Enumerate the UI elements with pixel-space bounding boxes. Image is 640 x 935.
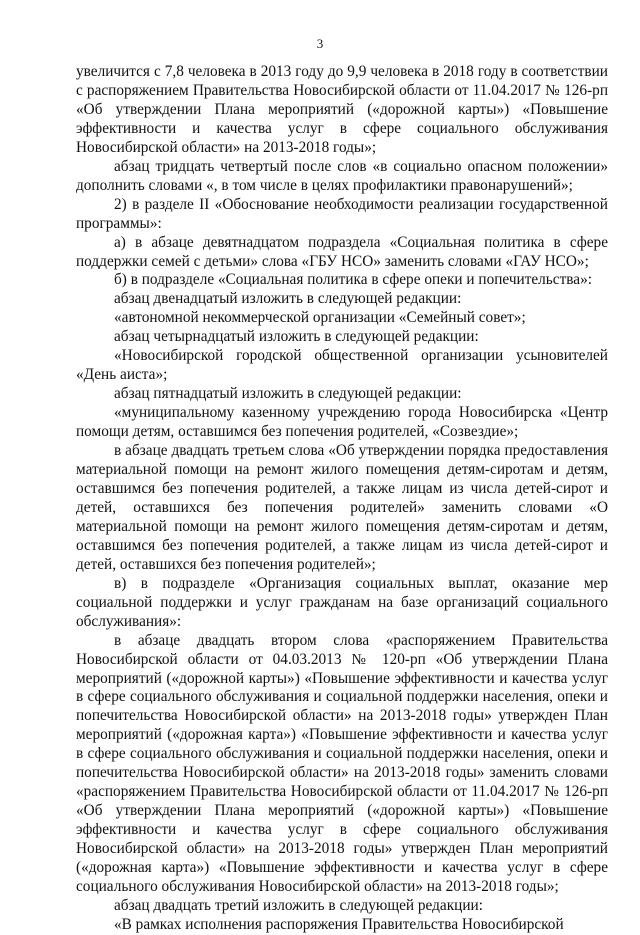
- paragraph: абзац пятнадцатый изложить в следующей редакции:: [114, 385, 462, 403]
- paragraph: б) в подразделе «Социальная политика в сфере опеки и попечительства»:: [114, 271, 592, 289]
- paragraph: в) в подразделе «Организация социальных выплат, оказание мер социальной поддержки и услуг гражданам на базе организаций социального обслуживания»:: [76, 574, 608, 630]
- paragraph: а) в абзаце девятнадцатом подраздела «Социальная политика в сфере поддержки семей с детьми» слова «ГБУ НСО» заменить словами «ГАУ НСО»;: [76, 233, 608, 270]
- paragraph: в абзаце двадцать третьем слова «Об утверждении порядка предоставления материальной помощи на ремонт жилого помещения детям-сиротам и детям, оставшимся без попечения родителей, а также лицам из числа детей-сирот и детей, оставшихся без попечения родителей» заменить словами «О материальной помощи на ремонт жилого помещения детям-сиротам и детям, оставшимся без попечения родителей, а также лицам из числа детей-сирот и детей, оставшихся без попечения родителей»;: [76, 442, 608, 573]
- paragraph: «Новосибирской городской общественной организации усыновителей «День аиста»;: [76, 347, 608, 384]
- paragraph: абзац двадцать третий изложить в следующей редакции:: [114, 896, 483, 914]
- paragraph: абзац двенадцатый изложить в следующей редакции:: [114, 290, 462, 308]
- document-body: [76, 63, 608, 935]
- paragraph: «муниципальному казенному учреждению города Новосибирска «Центр помощи детям, оставшимся без попечения родителей, «Созвездие»;: [76, 404, 608, 441]
- paragraph: 2) в разделе II «Обоснование необходимости реализации государственной программы»:: [76, 195, 608, 232]
- paragraph: «автономной некоммерческой организации «Семейный совет»;: [114, 309, 526, 327]
- paragraph: абзац тридцать четвертый после слов «в социально опасном положении» дополнить словами «, в том числе в целях профилактики правонарушений»;: [76, 157, 608, 194]
- paragraph: увеличится с 7,8 человека в 2013 году до 9,9 человека в 2018 году в соответствии с распоряжением Правительства Новосибирской области от 11.04.2017 № 126-рп «Об утверждении Плана мероприятий («дорожной карты») «Повышение эффективности и качества услуг в сфере социального обслуживания Новосибирской области» на 2013-2018 годы»;: [76, 63, 608, 156]
- paragraph: абзац четырнадцатый изложить в следующей редакции:: [114, 328, 479, 346]
- paragraph: «В рамках исполнения распоряжения Правительства Новосибирской: [114, 915, 564, 933]
- page-number: 3: [316, 36, 324, 51]
- paragraph: в абзаце двадцать втором слова «распоряжением Правительства Новосибирской области от 04.03.2013 № 120-рп «Об утверждении Плана мероприятий («дорожной карты») «Повышение эффективности и качества услуг в сфере социального обслуживания и социальной поддержки населения, опеки и попечительства Новосибирской области» на 2013-2018 годы» утвержден План мероприятий («дорожная карта») «Повышение эффективности и качества услуг в сфере социального обслуживания и социальной поддержки населения, опеки и попечительства Новосибирской области» на 2013-2018 годы» заменить словами «распоряжением Правительства Новосибирской области от 11.04.2017 № 126-рп «Об утверждении Плана мероприятий («дорожной карты») «Повышение эффективности и качества услуг в сфере социального обслуживания Новосибирской области» на 2013-2018 годы» утвержден План мероприятий («дорожная карта») «Повышение эффективности и качества услуг в сфере социального обслуживания Новосибирской области» на 2013-2018 годы»;: [76, 631, 608, 895]
